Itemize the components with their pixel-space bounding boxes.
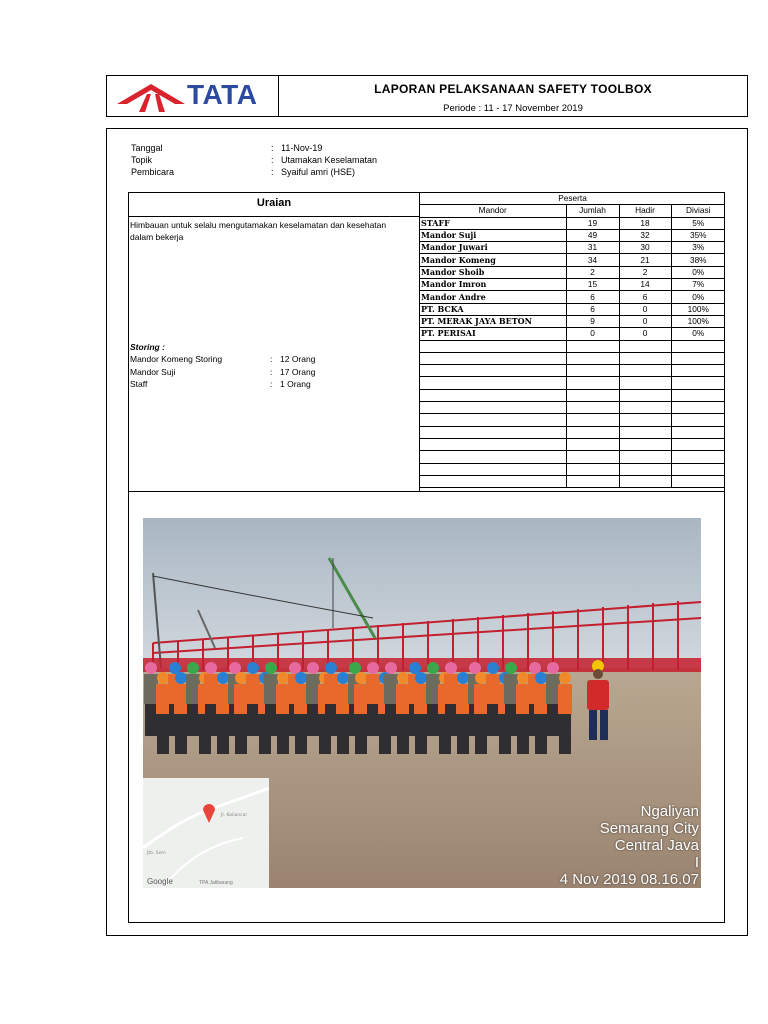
table-row	[420, 229, 725, 241]
info-label: Topik	[131, 155, 153, 165]
peserta-title: Peserta	[420, 193, 725, 205]
mandor-cell: Mandor Shoib	[420, 266, 566, 278]
column-header: Hadir	[619, 205, 671, 217]
empty-cell	[566, 451, 619, 463]
empty-cell	[420, 389, 566, 401]
mandor-cell: PT. MERAK JAYA BETON	[420, 315, 566, 327]
hadir-cell: 18	[619, 217, 671, 229]
diviasi-cell: 3%	[671, 242, 725, 254]
diviasi-cell: 38%	[671, 254, 725, 266]
empty-row	[420, 438, 725, 450]
hadir-cell: 2	[619, 266, 671, 278]
hadir-cell: 14	[619, 279, 671, 291]
hadir-cell: 0	[619, 303, 671, 315]
empty-cell	[619, 426, 671, 438]
diviasi-cell: 100%	[671, 303, 725, 315]
peserta-table	[420, 193, 725, 488]
jumlah-cell: 6	[566, 291, 619, 303]
empty-row	[420, 475, 725, 487]
empty-cell	[420, 463, 566, 475]
meeting-info: Tanggal : 11-Nov-19 Topik : Utamakan Keselamatan Pembicara : Syaiful amri (HSE)	[131, 143, 378, 177]
info-label: Tanggal	[131, 143, 163, 153]
mandor-cell: STAFF	[420, 217, 566, 229]
empty-row	[420, 426, 725, 438]
column-header: Mandor	[420, 205, 566, 217]
empty-row	[420, 402, 725, 414]
mandor-cell: Mandor Andre	[420, 291, 566, 303]
table-row	[420, 266, 725, 278]
empty-cell	[566, 352, 619, 364]
report-body	[106, 128, 748, 936]
empty-cell	[671, 389, 725, 401]
empty-row	[420, 365, 725, 377]
caption-line: Central Java	[614, 837, 699, 854]
empty-cell	[420, 352, 566, 364]
caption-line: 4 Nov 2019 08.16.07	[559, 871, 699, 888]
jumlah-cell: 6	[566, 303, 619, 315]
site-photo	[143, 518, 701, 888]
empty-cell	[619, 414, 671, 426]
empty-cell	[420, 426, 566, 438]
hadir-cell: 0	[619, 315, 671, 327]
empty-cell	[619, 475, 671, 487]
hadir-cell: 32	[619, 229, 671, 241]
caption-line: I	[694, 854, 699, 871]
empty-row	[420, 340, 725, 352]
storing-row: Mandor Komeng Storing : 12 Orang	[130, 354, 316, 365]
jumlah-cell: 9	[566, 315, 619, 327]
jumlah-cell: 2	[566, 266, 619, 278]
empty-cell	[566, 438, 619, 450]
empty-row	[420, 389, 725, 401]
empty-cell	[671, 426, 725, 438]
diviasi-cell: 7%	[671, 279, 725, 291]
company-logo	[107, 76, 279, 116]
logo-text: TATA	[187, 79, 258, 110]
tata-logo-icon	[117, 80, 185, 112]
empty-cell	[619, 463, 671, 475]
mandor-cell: Mandor Komeng	[420, 254, 566, 266]
empty-cell	[671, 352, 725, 364]
empty-row	[420, 377, 725, 389]
empty-cell	[619, 451, 671, 463]
storing-section	[130, 341, 418, 390]
empty-cell	[619, 340, 671, 352]
empty-cell	[566, 389, 619, 401]
content-frame	[128, 192, 725, 923]
empty-row	[420, 352, 725, 364]
diviasi-cell: 100%	[671, 315, 725, 327]
empty-cell	[619, 377, 671, 389]
empty-cell	[671, 414, 725, 426]
report-header	[106, 75, 748, 117]
empty-cell	[566, 414, 619, 426]
table-row	[420, 242, 725, 254]
empty-cell	[619, 438, 671, 450]
mandor-cell: PT. BCKA	[420, 303, 566, 315]
caption-line: Ngaliyan	[640, 803, 699, 820]
map-label-area: Jtb. Sem	[147, 851, 166, 856]
empty-cell	[671, 438, 725, 450]
diviasi-cell: 35%	[671, 229, 725, 241]
location-map	[143, 778, 269, 888]
report-title: LAPORAN PELAKSANAAN SAFETY TOOLBOX	[374, 82, 652, 96]
storing-title: Storing :	[130, 342, 165, 352]
caption-line: Semarang City	[599, 820, 699, 837]
table-row	[420, 217, 725, 229]
empty-row	[420, 451, 725, 463]
empty-row	[420, 414, 725, 426]
jumlah-cell: 34	[566, 254, 619, 266]
table-row	[420, 315, 725, 327]
jumlah-cell: 15	[566, 279, 619, 291]
diviasi-cell: 0%	[671, 291, 725, 303]
empty-cell	[566, 463, 619, 475]
storing-row: Mandor Suji : 17 Orang	[130, 366, 316, 377]
empty-cell	[566, 365, 619, 377]
column-header: Jumlah	[566, 205, 619, 217]
jumlah-cell: 0	[566, 328, 619, 340]
empty-cell	[420, 377, 566, 389]
empty-cell	[420, 365, 566, 377]
empty-cell	[619, 352, 671, 364]
empty-cell	[566, 402, 619, 414]
empty-cell	[671, 402, 725, 414]
info-value: Utamakan Keselamatan	[281, 155, 378, 165]
map-label-road: Jl. Kaliancar	[221, 813, 248, 818]
table-header-row	[420, 193, 725, 205]
empty-cell	[619, 389, 671, 401]
empty-cell	[420, 340, 566, 352]
jumlah-cell: 19	[566, 217, 619, 229]
mandor-cell: PT. PERISAI	[420, 328, 566, 340]
table-row	[420, 303, 725, 315]
empty-cell	[420, 475, 566, 487]
empty-cell	[619, 402, 671, 414]
empty-cell	[420, 414, 566, 426]
google-logo: Google	[147, 877, 173, 886]
empty-cell	[671, 377, 725, 389]
hadir-cell: 6	[619, 291, 671, 303]
mandor-cell: Mandor Juwari	[420, 242, 566, 254]
empty-cell	[619, 365, 671, 377]
hadir-cell: 30	[619, 242, 671, 254]
empty-cell	[566, 377, 619, 389]
storing-row: Staff : 1 Orang	[130, 378, 311, 389]
map-image	[143, 778, 269, 888]
table-row	[420, 328, 725, 340]
jumlah-cell: 31	[566, 242, 619, 254]
empty-cell	[420, 402, 566, 414]
hadir-cell: 21	[619, 254, 671, 266]
info-label: Pembicara	[131, 167, 175, 177]
uraian-text: Himbauan untuk selalu mengutamakan keselamatan dan kesehatan dalam bekerja	[130, 220, 387, 242]
column-header: Diviasi	[671, 205, 725, 217]
empty-cell	[671, 340, 725, 352]
empty-cell	[420, 451, 566, 463]
report-period: Periode : 11 - 17 November 2019	[443, 103, 583, 114]
mandor-cell: Mandor Imron	[420, 279, 566, 291]
info-value: Syaiful amri (HSE)	[281, 167, 356, 177]
empty-cell	[566, 340, 619, 352]
info-value: 11-Nov-19	[281, 143, 323, 153]
empty-row	[420, 463, 725, 475]
table-column-headers	[420, 205, 725, 217]
mandor-cell: Mandor Suji	[420, 229, 566, 241]
hadir-cell: 0	[619, 328, 671, 340]
map-place-label: TPA Jatibarang	[199, 880, 233, 886]
uraian-title: Uraian	[256, 197, 292, 209]
empty-cell	[671, 475, 725, 487]
empty-cell	[566, 426, 619, 438]
diviasi-cell: 5%	[671, 217, 725, 229]
table-row	[420, 291, 725, 303]
empty-cell	[671, 463, 725, 475]
empty-cell	[671, 451, 725, 463]
jumlah-cell: 49	[566, 229, 619, 241]
empty-cell	[671, 365, 725, 377]
photo-caption	[560, 803, 699, 888]
table-row	[420, 254, 725, 266]
table-row	[420, 279, 725, 291]
diviasi-cell: 0%	[671, 266, 725, 278]
empty-cell	[420, 438, 566, 450]
diviasi-cell: 0%	[671, 328, 725, 340]
empty-cell	[566, 475, 619, 487]
